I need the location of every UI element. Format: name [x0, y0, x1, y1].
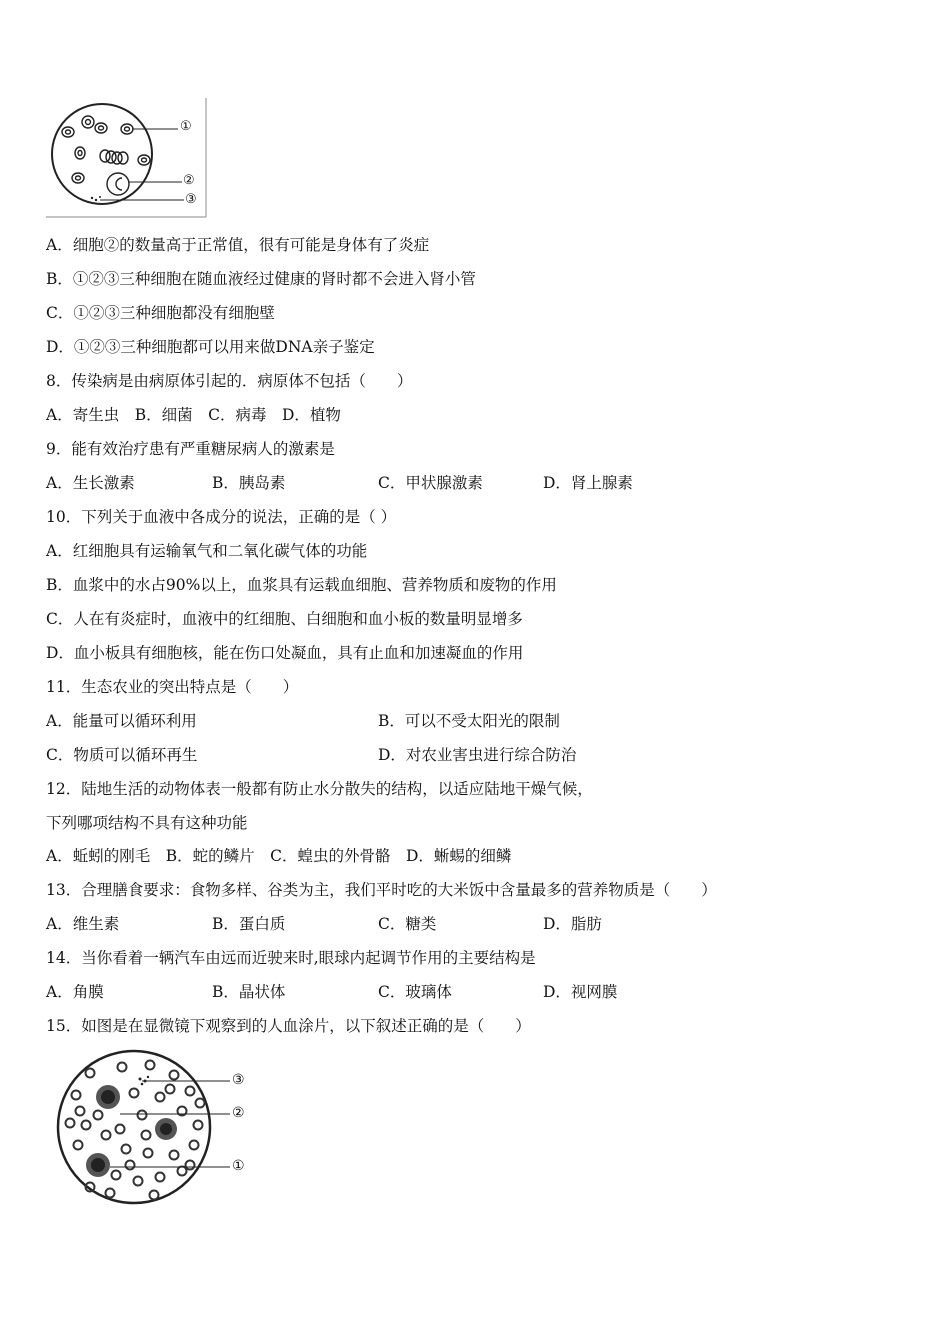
blood-smear-figure-bottom: [50, 1045, 260, 1205]
q14-option-a: A．角膜: [46, 983, 104, 1001]
q10-option-d: D．血小板具有细胞核，能在伤口处凝血，具有止血和加速凝血的作用: [46, 644, 524, 662]
red-blood-cell: [134, 1177, 143, 1186]
red-blood-cell: [170, 1151, 179, 1160]
q9-option-c: C．甲状腺激素: [378, 474, 483, 492]
q9-stem: 9．能有效治疗患有严重糖尿病人的激素是: [46, 440, 335, 458]
label-2-top: ②: [183, 173, 195, 188]
label-1-top: ①: [180, 119, 192, 134]
red-blood-cell: [194, 1121, 203, 1130]
red-blood-cell: [74, 1141, 83, 1150]
q13-option-b: B．蛋白质: [212, 915, 286, 933]
q13-option-d: D．脂肪: [543, 915, 602, 933]
red-blood-cell: [102, 1131, 111, 1140]
q11-option-c: C．物质可以循环再生: [46, 746, 198, 764]
red-blood-cell: [82, 1121, 91, 1130]
label-3-bottom: ③: [232, 1072, 245, 1088]
q12-options: A．蚯蚓的刚毛 B．蛇的鳞片 C．蝗虫的外骨骼 D．蜥蜴的细鳞: [46, 847, 512, 865]
red-blood-cell: [106, 1189, 115, 1198]
red-blood-cell: [116, 1125, 125, 1134]
red-blood-cell: [118, 1063, 127, 1072]
q9-option-b: B．胰岛素: [212, 474, 286, 492]
q13-option-c: C．糖类: [378, 915, 437, 933]
red-blood-cell: [186, 1161, 195, 1170]
red-blood-cell: [122, 1145, 131, 1154]
q7-option-a: A．细胞②的数量高于正常值，很有可能是身体有了炎症: [46, 236, 430, 254]
q9-option-a: A．生长激素: [46, 474, 135, 492]
q8-options: A．寄生虫 B．细菌 C．病毒 D．植物: [46, 406, 341, 424]
red-blood-cell: [156, 1173, 165, 1182]
red-blood-cell: [156, 1093, 165, 1102]
q10-stem: 10．下列关于血液中各成分的说法，正确的是（ ）: [46, 508, 397, 526]
red-blood-cell: [166, 1085, 175, 1094]
red-blood-cell: [126, 1161, 135, 1170]
q10-option-b: B．血浆中的水占90%以上，血浆具有运载血细胞、营养物质和废物的作用: [46, 576, 557, 594]
red-blood-cell: [142, 1131, 151, 1140]
red-blood-cell: [86, 1069, 95, 1078]
red-blood-cell: [190, 1141, 199, 1150]
q10-option-a: A．红细胞具有运输氧气和二氧化碳气体的功能: [46, 542, 368, 560]
q12-stem-line1: 12．陆地生活的动物体表一般都有防止水分散失的结构，以适应陆地干燥气候，: [46, 780, 593, 798]
red-blood-cell: [76, 1107, 85, 1116]
q11-stem: 11．生态农业的突出特点是（ ）: [46, 678, 299, 696]
red-blood-cell: [66, 1119, 75, 1128]
q13-option-a: A．维生素: [46, 915, 120, 933]
q14-stem: 14．当你看着一辆汽车由远而近驶来时,眼球内起调节作用的主要结构是: [46, 949, 536, 967]
red-blood-cell: [72, 1091, 81, 1100]
red-blood-cell: [150, 1191, 159, 1200]
red-blood-cell: [186, 1087, 195, 1096]
red-blood-cell: [112, 1171, 121, 1180]
q11-option-d: D．对农业害虫进行综合防治: [378, 746, 577, 764]
q8-stem: 8．传染病是由病原体引起的．病原体不包括（ ）: [46, 372, 413, 390]
label-1-bottom: ①: [232, 1158, 245, 1174]
q14-option-b: B．晶状体: [212, 983, 286, 1001]
red-blood-cell: [94, 1111, 103, 1120]
red-blood-cell: [170, 1071, 179, 1080]
q7-option-c: C．①②③三种细胞都没有细胞壁: [46, 304, 275, 322]
red-blood-cell: [130, 1089, 139, 1098]
q11-option-a: A．能量可以循环利用: [46, 712, 197, 730]
label-2-bottom: ②: [232, 1105, 245, 1121]
red-blood-cell: [196, 1099, 205, 1108]
q15-stem: 15．如图是在显微镜下观察到的人血涂片，以下叙述正确的是（ ）: [46, 1017, 531, 1035]
red-blood-cell: [144, 1149, 153, 1158]
q7-option-b: B．①②③三种细胞在随血液经过健康的肾时都不会进入肾小管: [46, 270, 476, 288]
q11-option-b: B．可以不受太阳光的限制: [378, 712, 560, 730]
q9-option-d: D．肾上腺素: [543, 474, 633, 492]
q14-option-c: C．玻璃体: [378, 983, 452, 1001]
q7-option-d: D．①②③三种细胞都可以用来做DNA亲子鉴定: [46, 338, 375, 356]
q14-option-d: D．视网膜: [543, 983, 618, 1001]
red-blood-cell: [178, 1167, 187, 1176]
q10-option-c: C．人在有炎症时，血液中的红细胞、白细胞和血小板的数量明显增多: [46, 610, 523, 628]
q13-stem: 13．合理膳食要求：食物多样、谷类为主，我们平时吃的大米饭中含量最多的营养物质是（ ）: [46, 881, 717, 899]
red-blood-cell: [138, 1111, 147, 1120]
label-3-top: ③: [185, 192, 197, 207]
blood-smear-figure-top: [44, 98, 214, 220]
red-blood-cell: [146, 1061, 155, 1070]
q12-stem-line2: 下列哪项结构不具有这种功能: [46, 814, 248, 832]
blood-smear-drawing-bottom: [50, 1045, 260, 1205]
